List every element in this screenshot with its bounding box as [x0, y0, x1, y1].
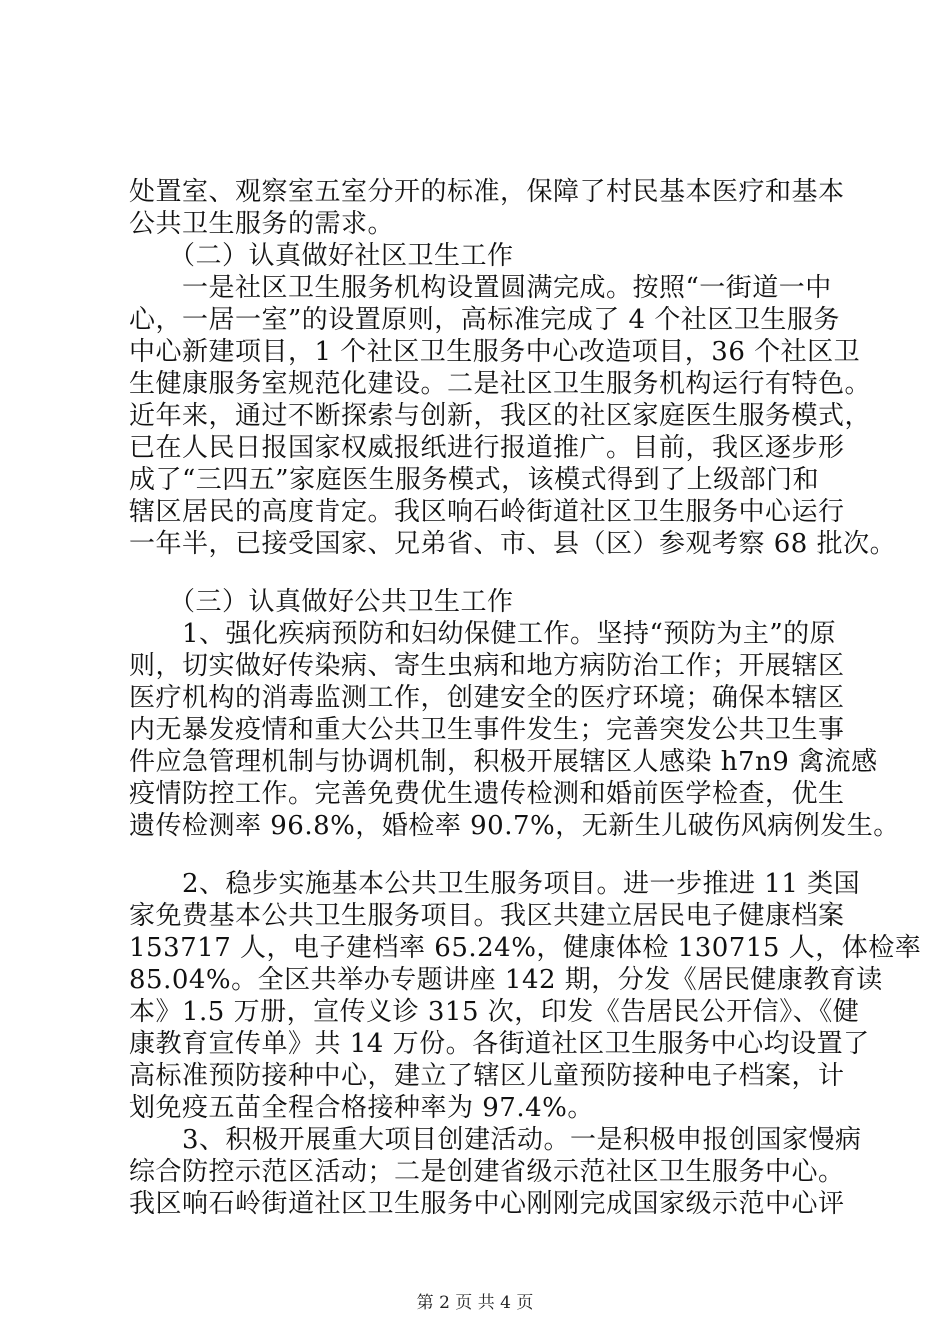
text-line: 153717 人，电子建档率 65.24%，健康体检 130715 人，体检率 — [129, 933, 922, 963]
text-line: 公共卫生服务的需求。 — [129, 209, 395, 239]
section-heading: （三）认真做好公共卫生工作 — [129, 587, 514, 617]
text-line: 心，一居一室”的设置原则，高标准完成了 4 个社区卫生服务 — [129, 305, 840, 335]
text-line: 85.04%。全区共举办专题讲座 142 期，分发《居民健康教育读 — [129, 965, 883, 995]
text-line: 件应急管理机制与协调机制，积极开展辖区人感染 h7n9 禽流感 — [129, 747, 878, 777]
text-line: 我区响石岭街道社区卫生服务中心刚刚完成国家级示范中心评 — [129, 1189, 845, 1219]
text-line: 划免疫五苗全程合格接种率为 97.4%。 — [129, 1093, 594, 1123]
text-line: 一是社区卫生服务机构设置圆满完成。按照“一街道一中 — [129, 273, 832, 303]
text-line: 成了“三四五”家庭医生服务模式，该模式得到了上级部门和 — [129, 465, 820, 495]
section-heading: （二）认真做好社区卫生工作 — [129, 241, 514, 271]
text-line: 内无暴发疫情和重大公共卫生事件发生；完善突发公共卫生事 — [129, 715, 845, 745]
text-line: 处置室、观察室五室分开的标准，保障了村民基本医疗和基本 — [129, 177, 845, 207]
text-line: 生健康服务室规范化建设。二是社区卫生服务机构运行有特色。 — [129, 369, 872, 399]
text-line: 疫情防控工作。完善免费优生遗传检测和婚前医学检查，优生 — [129, 779, 845, 809]
text-line: 康教育宣传单》共 14 万份。各街道社区卫生服务中心均设置了 — [129, 1029, 870, 1059]
text-line: 中心新建项目，1 个社区卫生服务中心改造项目，36 个社区卫 — [129, 337, 861, 367]
text-line: 3、积极开展重大项目创建活动。一是积极申报创国家慢病 — [129, 1125, 862, 1155]
text-line: 综合防控示范区活动；二是创建省级示范社区卫生服务中心。 — [129, 1157, 845, 1187]
text-line: 1、强化疾病预防和妇幼保健工作。坚持“预防为主”的原 — [129, 619, 837, 649]
text-line: 高标准预防接种中心，建立了辖区儿童预防接种电子档案，计 — [129, 1061, 845, 1091]
text-line: 已在人民日报国家权威报纸进行报道推广。目前，我区逐步形 — [129, 433, 845, 463]
text-line: 医疗机构的消毒监测工作，创建安全的医疗环境；确保本辖区 — [129, 683, 845, 713]
text-line: 则，切实做好传染病、寄生虫病和地方病防治工作；开展辖区 — [129, 651, 845, 681]
text-line: 遗传检测率 96.8%，婚检率 90.7%，无新生儿破伤风病例发生。 — [129, 811, 900, 841]
text-line: 一年半，已接受国家、兄弟省、市、县（区）参观考察 68 批次。 — [129, 529, 897, 559]
text-line: 辖区居民的高度肯定。我区响石岭街道社区卫生服务中心运行 — [129, 497, 845, 527]
text-line: 本》1.5 万册，宣传义诊 315 次，印发《告居民公开信》、《健 — [129, 997, 860, 1027]
text-line: 近年来，通过不断探索与创新，我区的社区家庭医生服务模式， — [129, 401, 872, 431]
page-number-footer: 第 2 页 共 4 页 — [416, 1293, 534, 1313]
text-line: 2、稳步实施基本公共卫生服务项目。进一步推进 11 类国 — [129, 869, 861, 899]
text-line: 家免费基本公共卫生服务项目。我区共建立居民电子健康档案 — [129, 901, 845, 931]
